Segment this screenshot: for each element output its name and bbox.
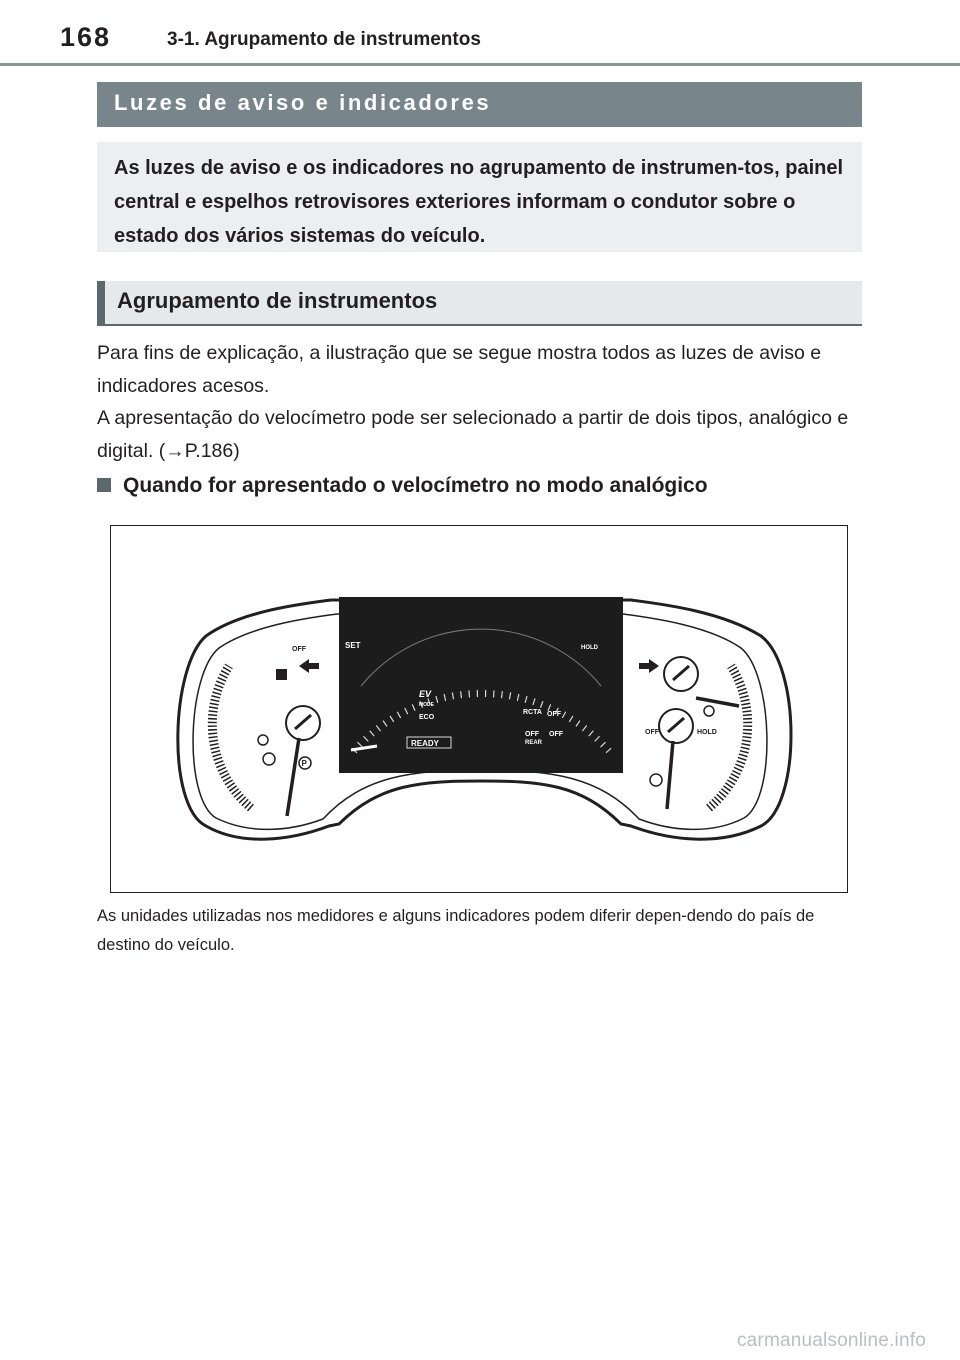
paragraph-speedometer-types: A apresentação do velocímetro pode ser selecionado a partir de dois tipos, analógico e digital. (→P.186) [97, 407, 849, 462]
bullet-square-icon [97, 478, 111, 492]
right-bottom-gauge-needle [667, 741, 673, 809]
chapter-title: 3-1. Agrupamento de instrumentos [167, 29, 481, 50]
right-arrow-icon [639, 659, 659, 673]
mode-label: MODE [419, 702, 434, 708]
off-label-right: OFF [645, 729, 659, 736]
bullet-heading-text: Quando for apresentado o velocímetro no modo analógico [123, 474, 708, 497]
off-label-display: OFF [547, 711, 561, 718]
paragraph-explanation: Para fins de explicação, a ilustração que se segue mostra todos as luzes de aviso e indicadores acesos. [97, 342, 822, 397]
instrument-cluster-illustration [111, 526, 849, 894]
bullet-heading [97, 474, 708, 498]
right-gauge-scale [709, 666, 748, 808]
header-divider [0, 63, 960, 66]
right-top-gauge-needle [696, 698, 739, 706]
off-label-left: OFF [292, 646, 306, 653]
left-gauge-scale [212, 666, 251, 808]
ev-label: EV [419, 689, 432, 699]
park-brake-icon [258, 735, 268, 745]
intro-text: As luzes de aviso e os indicadores no agrupamento de instrumen-tos, painel central e espelhos retrovisores exteriores informam o condutor sobre o estado dos vários sistemas do veículo. [97, 142, 862, 252]
hold-label-right: HOLD [697, 729, 717, 736]
brake-warning-icon [263, 753, 275, 765]
rcta-label: RCTA [523, 709, 542, 716]
page-number: 168 [60, 22, 112, 52]
rear-label: REAR [525, 740, 543, 746]
section-title: Luzes de aviso e indicadores [97, 82, 862, 127]
left-arrow-icon [299, 659, 319, 673]
fuel-icon [704, 706, 714, 716]
p-label: P [301, 759, 307, 768]
center-display [339, 597, 623, 773]
p-off-label: OFF [525, 731, 539, 738]
subsection-title: Agrupamento de instrumentos [97, 281, 862, 326]
ready-label: READY [411, 739, 440, 748]
master-warning-icon [650, 774, 662, 786]
headlight-icon [276, 669, 287, 680]
instrument-cluster-figure [110, 525, 848, 893]
eco-label: ECO [419, 714, 435, 721]
left-gauge-needle [287, 738, 299, 816]
off-label-display-2: OFF [549, 731, 563, 738]
watermark: carmanualsonline.info [736, 1330, 926, 1351]
figure-caption: As unidades utilizadas nos medidores e alguns indicadores podem diferir depen-dendo do país de destino do veículo. [97, 907, 815, 954]
hold-label-display: HOLD [581, 645, 598, 651]
set-label: SET [345, 641, 361, 650]
